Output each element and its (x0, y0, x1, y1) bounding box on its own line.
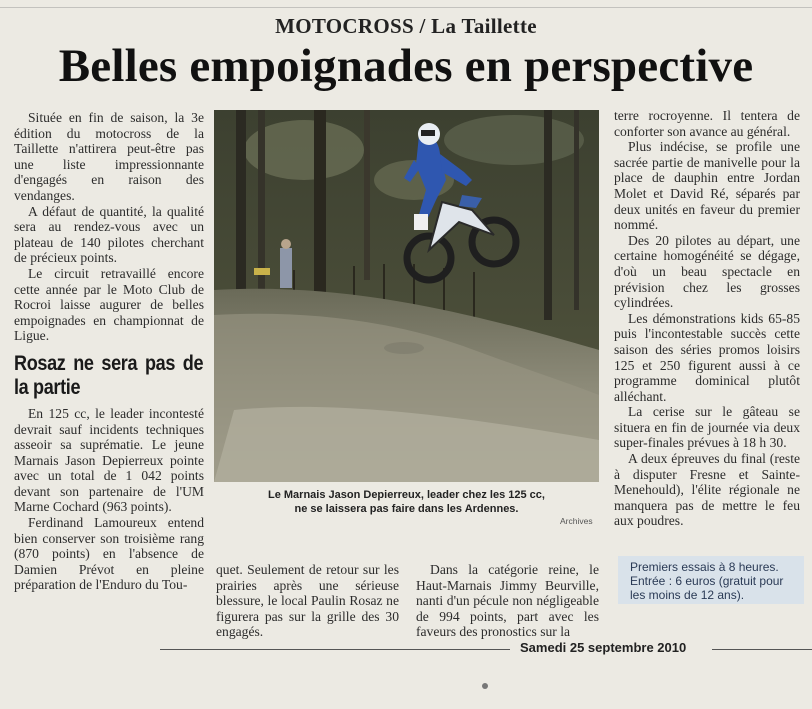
footer-rule-right (712, 649, 812, 650)
paragraph: Ferdinand Lamoureux entend bien conserver son troisième rang (870 points) en l'absence de Damien Prévot en pleine préparation de l'Enduro du Tou- (14, 515, 204, 593)
paragraph: Située en fin de saison, la 3e édition du motocross de la Taillette n'attirera peut-être pas une liste impressionnante d'engagés en raison des vendanges. (14, 110, 204, 203)
article-column-4 (614, 108, 800, 529)
paragraph: Dans la catégorie reine, le Haut-Marnais Jimmy Beurville, nanti d'un pécule non négligeable de 994 points, part avec les faveurs des pronostics sur la (416, 562, 599, 640)
paragraph: Des 20 pilotes au départ, une certaine homogénéité se dégage, d'où un beau spectacle en prévision chez les grosses cylindrées. (614, 232, 800, 311)
paragraph: Plus indécise, se profile une sacrée partie de manivelle pour la place de dauphin entre Jordan Molet et David Ré, séparés par deux unités en faveur du premier nommé. (614, 139, 800, 233)
article-kicker: MOTOCROSS / La Taillette (275, 14, 537, 38)
page-dot (482, 683, 488, 689)
paragraph: A défaut de quantité, la qualité sera au rendez-vous avec un plateau de 140 pilotes cherchant de précieux points. (14, 203, 204, 266)
photo-caption (214, 488, 599, 516)
page-fold-line (0, 7, 812, 8)
practical-info-box (618, 556, 804, 604)
article-subhead: Rosaz ne sera pas de la partie (14, 351, 204, 399)
footer-rule-left (160, 649, 510, 650)
paragraph: A deux épreuves du final (reste à disputer Fresne et Sainte-Menehould), l'élite régionale ne manquera pas de mettre le feu aux poudres. (614, 451, 800, 529)
footer-date: Samedi 25 septembre 2010 (520, 640, 687, 655)
caption-line: ne se laissera pas faire dans les Ardennes. (294, 503, 519, 515)
paragraph: En 125 cc, le leader incontesté devrait sauf incidents techniques asseoir sa suprématie. Le jeune Marnais Jason Depierreux pointe avec un total de 1 042 points devant son partenaire de l'UM Marne Cochard (963 points). (14, 405, 204, 515)
paragraph: Les démonstrations kids 65-85 puis l'incontestable succès cette saison des séries promos loisirs 125 et 250 figurent aussi à ce programme dominical plutôt alléchant. (614, 310, 800, 404)
article-column-3 (416, 562, 599, 640)
paragraph: quet. Seulement de retour sur les prairies après une sérieuse blessure, le local Paulin Rosaz ne figurera pas sur la grille des 30 engagés. (216, 562, 399, 640)
caption-line: Le Marnais Jason Depierreux, leader chez les 125 cc, (268, 489, 545, 501)
motocross-photo (214, 110, 599, 482)
info-line: Premiers essais à 8 heures. (630, 560, 779, 574)
article-headline: Belles empoignades en perspective (58, 40, 754, 92)
paragraph: La cerise sur le gâteau se situera en fin de journée via deux super-finales prévues à 18 h 30. (614, 404, 800, 451)
article-column-2 (216, 562, 399, 640)
paragraph: Le circuit retravaillé encore cette année par le Moto Club de Rocroi laisse augurer de belles empoignades en championnat de Ligue. (14, 265, 204, 344)
motocross-rider-illustration (214, 110, 599, 482)
paragraph: terre rocroyenne. Il tentera de conforter son avance au général. (614, 108, 800, 139)
info-line: Entrée : 6 euros (gratuit pour les moins de 12 ans). (630, 574, 784, 602)
article-column-1 (14, 110, 204, 593)
photo-credit: Archives (560, 516, 593, 526)
